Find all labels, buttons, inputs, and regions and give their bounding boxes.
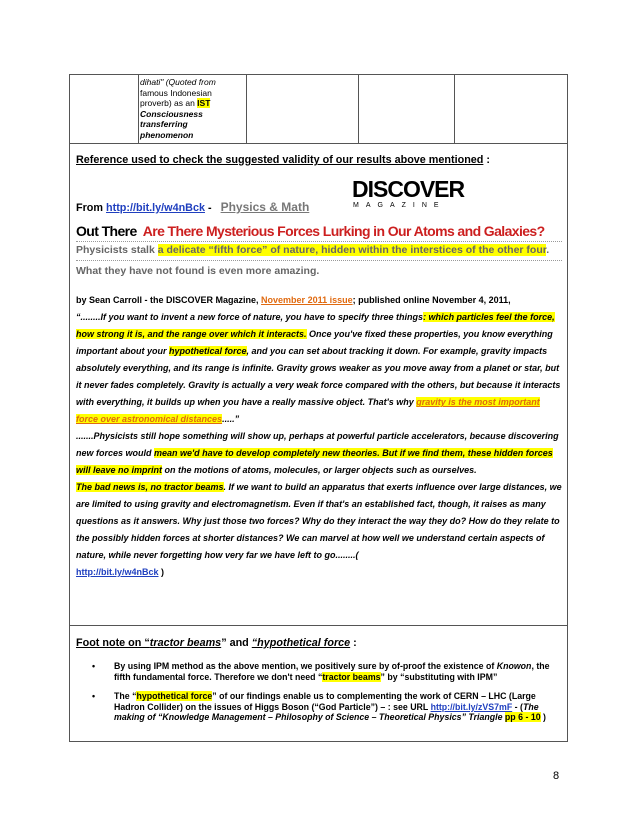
quote-line: proverb) as an [140,98,198,108]
reference-heading: Reference used to check the suggested validity of our results above mentioned : [76,154,490,166]
footnote-bullet: • By using IPM method as the above mention, we positively sure by of-proof the existence of Knowon, the fifth fundamental force. Therefore we don't need “tractor beams” by “substituting with IPM” [92,661,550,682]
page-number: 8 [553,770,560,782]
divider [76,260,562,261]
footnote-section [70,625,567,741]
quote-tail: phenomenon [140,129,194,140]
paragraph: “........If you want to invent a new force of nature, you have to specify three things: which particles feel the force, how strong it is, and the range over which it interacts. Once you've fixed these properties, you know everything important about your hypothetical force, and you can set about tracking it down. For example, gravity impacts absolutely everything, and its range is infinite. Gravity grows weaker as you move away from a planet or star, but it never fades completely. Gravity is actually a very weak force compared with the others, but because it interacts with everything, it builds up when you have a really massive object. That's why gravity is the most important force over astronomical distances.....” [76,312,561,424]
physics-math-link[interactable]: Physics & Math [220,200,310,214]
footnote-bullet: • The “hypothetical force” of our findings enable us to complementing the work of CERN – LHC (Large Hadron Collider) on the issues of Higgs Boson (“God Particle”) – : see URL http://bit.ly/zVS7mF - (The making of “Knowledge Management – Philosophy of Science – Theoretical Physics” Triangle pp 6 - 10 ) [92,691,546,723]
article-body [76,292,564,581]
paragraph: .......Physicists still hope something will show up, perhaps at powerful particle accelerators, because discovering new forces would mean we'd have to develop completely new theories. But if we find them, these hidden forces will leave no imprint on the motions of atoms, molecules, or larger objects such as ourselves. [76,431,559,475]
quote-cell [140,77,248,140]
quote-highlight: IST [197,98,211,108]
paragraph: The bad news is, no tractor beams. If we want to build an apparatus that exerts influence over large distances, we are limited to using gravity and electromagnetism. Even if that's an established fact, though, it raises as many questions as it answers. Why just those two forces? Why do they interact the way they do? How do they relate to the possibly hidden forces at shorter distances? We can marvel at how well we understand certain aspects of nature, while never forgetting how very far we have left to go........( http://bit.ly/w4nBck ) [76,482,562,577]
source-line: From http://bit.ly/w4nBck - Physics & Math [76,200,310,214]
reference-section [70,143,567,626]
article-link[interactable]: http://bit.ly/w4nBck [76,567,159,577]
quote-line: dihati" (Quoted from [140,77,216,87]
column-divider [138,75,139,143]
issue-link[interactable]: November 2011 issue [261,295,353,305]
document-frame [69,74,568,742]
logo-subtext: MAGAZINE [353,202,446,209]
logo-text: DISCOVER [352,176,465,202]
cern-link[interactable]: http://bit.ly/zVS7mF [430,701,513,712]
footnote-heading: Foot note on “tractor beams” and “hypothetical force : [76,637,357,649]
subtitle: Physicists stalk a delicate “fifth force” of nature, hidden within the interstices of the other four. [76,244,550,256]
quote-line: famous Indonesian [140,87,212,98]
column-divider [454,75,455,143]
divider [76,241,562,242]
quote-tail: Consciousness [140,108,203,119]
bullet-icon: • [92,691,96,701]
discover-logo [352,176,465,210]
bullet-icon: • [92,661,96,671]
column-divider [358,75,359,143]
source-link[interactable]: http://bit.ly/w4nBck [106,202,205,214]
quote-tail: transferring [140,119,188,129]
article-title: Out There Are There Mysterious Forces Lurking in Our Atoms and Galaxies? [76,223,545,239]
subtitle-2: What they have not found is even more amazing. [76,265,320,277]
byline: by Sean Carroll - the DISCOVER Magazine, November 2011 issue; published online November 4, 2011, [76,295,511,305]
table-row [70,75,567,144]
